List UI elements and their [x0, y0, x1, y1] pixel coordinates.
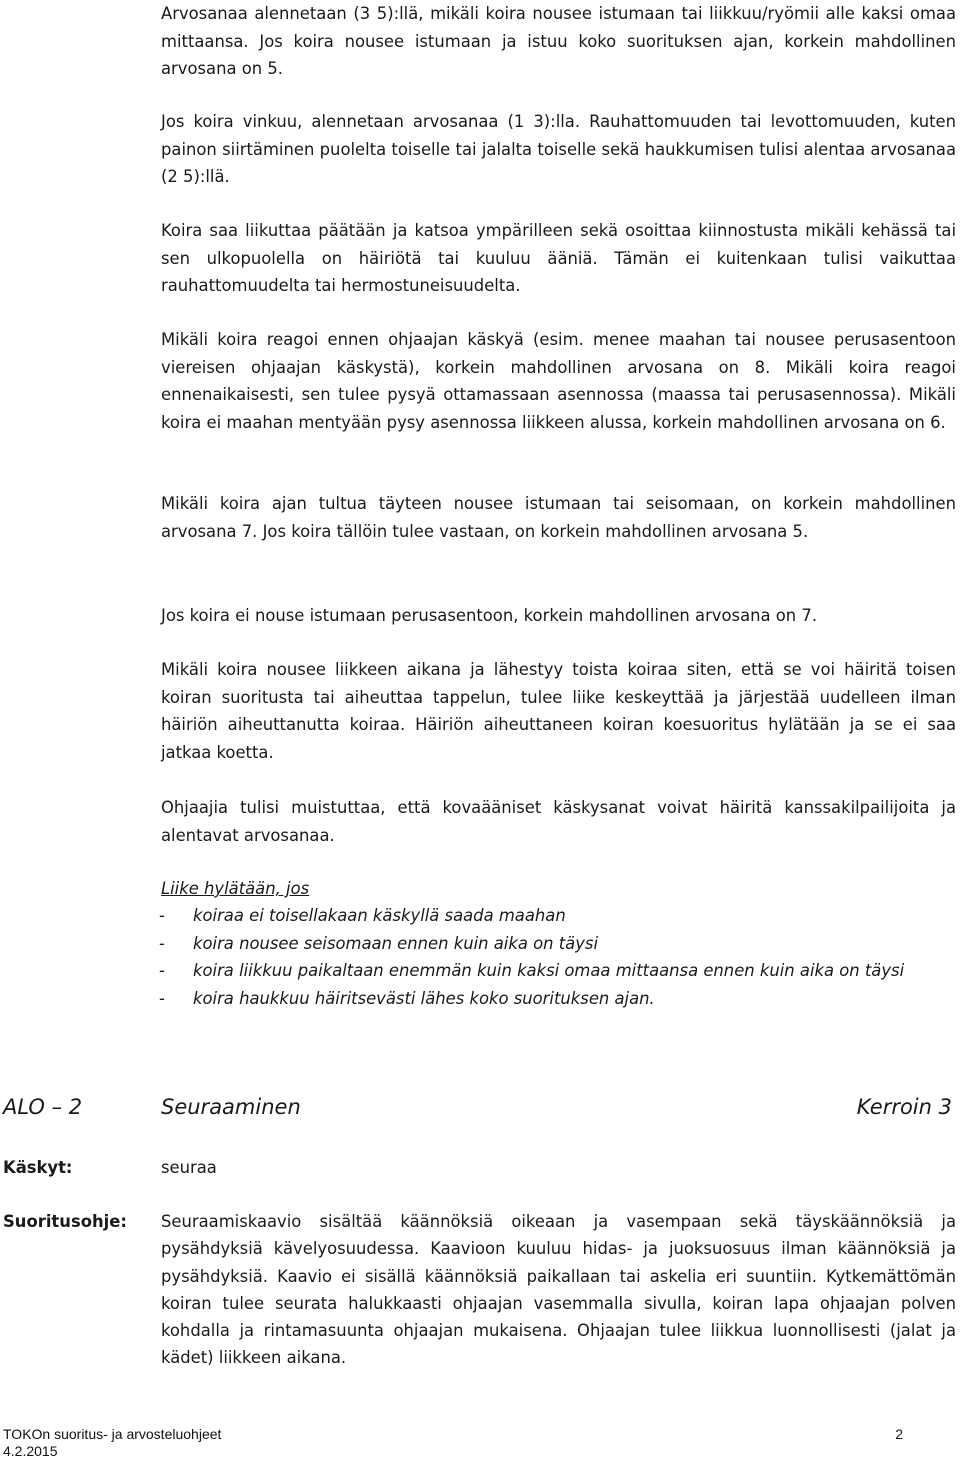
- paragraph-whining: Jos koira vinkuu, alennetaan arvosanaa (1 3):lla. Rauhattomuuden tai levottomuuden, kuten painon siirtäminen puolelta toiselle tai jalalta toiselle sekä haukkumisen tulisi alentaa arvosanaa (2 5):llä.: [161, 112, 956, 186]
- dash-bullet: -: [159, 988, 165, 1008]
- paragraph-loud-commands: Ohjaajia tulisi muistuttaa, että kovaääniset käskysanat voivat häiritä kanssakilpailijoita ja alentavat arvosanaa.: [161, 798, 956, 845]
- section-heading: [0, 1095, 960, 1129]
- list-item: - koira nousee seisomaan ennen kuin aika on täysi: [161, 930, 956, 958]
- footer-doc-title: TOKOn suoritus- ja arvosteluohjeet: [3, 1426, 222, 1442]
- paragraph-time-full: Mikäli koira ajan tultua täyteen nousee istumaan tai seisomaan, on korkein mahdollinen arvosana 7. Jos koira tällöin tulee vastaan, on korkein mahdollinen arvosana 5.: [161, 494, 956, 541]
- instructions-value: Seuraamiskaavio sisältää käännöksiä oikeaan ja vasempaan sekä täyskäännöksiä ja pysähdyksiä kävelyosuudessa. Kaavioon kuuluu hidas- ja juoksuosuus ilman käännöksiä ja pysähdyksiä. Kaavio ei sisällä käännöksiä paikallaan tai askelia eri suuntiin. Kytkemättömän koiran tulee seurata halukkaasti ohjaajan vasemmalla sivulla, koiran lapa ohjaajan polven kohdalla ja rintamasuunta ohjaajan mukaisena. Ohjaajan tulee liikkua luonnollisesti (jalat ja kädet) liikkeen aikana.: [161, 1212, 956, 1368]
- paragraph-disturbance: Mikäli koira nousee liikkeen aikana ja lähestyy toista koiraa siten, että se voi häiritä toisen koiran suoritusta tai aiheuttaa tappelun, tulee liike keskeyttää ja järjestää uudelleen ilman häiriön aiheuttanutta koiraa. Häiriön aiheuttaneen koiran koesuoritus hylätään ja se ei saa jatkaa koetta.: [161, 660, 956, 762]
- list-item: - koira haukkuu häiritsevästi lähes koko suorituksen ajan.: [161, 985, 956, 1013]
- list-item: - koira liikkuu paikaltaan enemmän kuin kaksi omaa mittaansa ennen kuin aika on täysi: [161, 957, 956, 985]
- disqualify-list: [161, 902, 956, 1012]
- section-coefficient: Kerroin 3: [856, 1095, 952, 1119]
- paragraph-early-reaction: Mikäli koira reagoi ennen ohjaajan käskyä (esim. menee maahan tai nousee perusasentoon viereisen ohjaajan käskystä), korkein mahdollinen arvosana on 8. Mikäli koira reagoi ennenaikaisesti, sen tulee pysyä ottamassaan asennossa (maassa tai perusasennossa). Mikäli koira ei maahan mentyään pysy asennossa liikkeen alussa, korkein mahdollinen arvosana on 6.: [161, 330, 956, 432]
- commands-label: Käskyt:: [3, 1158, 73, 1177]
- instructions-label: Suoritusohje:: [3, 1212, 127, 1231]
- section-code: ALO – 2: [3, 1095, 83, 1119]
- dash-bullet: -: [159, 961, 165, 980]
- dash-bullet: -: [159, 933, 165, 953]
- commands-value: seuraa: [161, 1158, 217, 1177]
- disqualify-title: Liike hylätään, jos: [161, 879, 310, 898]
- footer-date: 4.2.2015: [3, 1443, 58, 1459]
- footer-page-number: 2: [895, 1426, 903, 1442]
- paragraph-base-position: Jos koira ei nouse istumaan perusasentoon, korkein mahdollinen arvosana on 7.: [161, 606, 818, 625]
- paragraph-lowering-grade: Arvosanaa alennetaan (3 5):llä, mikäli koira nousee istumaan tai liikkuu/ryömii alle kaksi omaa mittaansa. Jos koira nousee istumaan ja istuu koko suorituksen ajan, korkein mahdollinen arvosana on 5.: [161, 4, 956, 78]
- paragraph-head-movement: Koira saa liikuttaa päätään ja katsoa ympärilleen sekä osoittaa kiinnostusta mikäli kehässä tai sen ulkopuolella on häiriötä tai kuuluu ääniä. Tämän ei kuitenkaan tulisi vaikuttaa rauhattomuudelta tai hermostuneisuudelta.: [161, 221, 956, 295]
- list-item: - koiraa ei toisellakaan käskyllä saada maahan: [161, 902, 956, 930]
- dash-bullet: -: [159, 906, 165, 925]
- section-name: Seuraaminen: [161, 1095, 301, 1119]
